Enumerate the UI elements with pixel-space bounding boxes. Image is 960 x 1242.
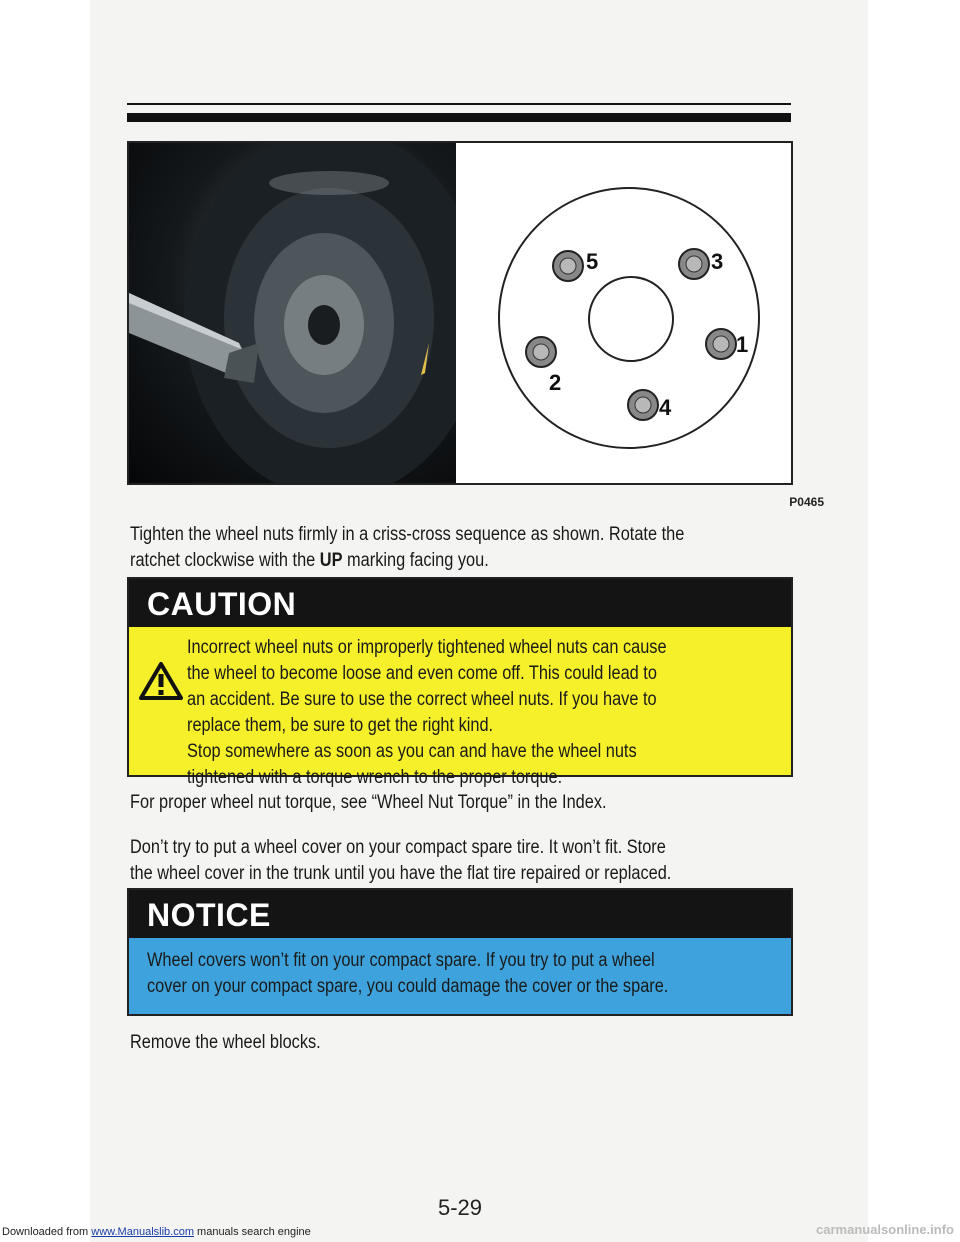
download-suffix: manuals search engine xyxy=(193,1226,311,1238)
caution-header xyxy=(129,579,791,627)
nut-label-3: 3 xyxy=(711,249,724,274)
wheel-nut-figure xyxy=(127,141,793,485)
wheel-cover-line-2: the wheel cover in the trunk until you have the flat tire repaired or replaced. xyxy=(130,863,672,884)
notice-line: cover on your compact spare, you could damage the cover or the spare. xyxy=(147,976,669,997)
tighten-line-2 xyxy=(130,548,792,574)
caution-paragraph-1 xyxy=(187,635,746,739)
download-prefix: Downloaded from xyxy=(2,1226,92,1238)
ratchet-wheel-photo xyxy=(129,143,456,483)
lug-nut-5 xyxy=(553,251,583,281)
download-footer xyxy=(2,1226,311,1238)
remove-blocks: Remove the wheel blocks. xyxy=(130,1032,321,1053)
nut-label-5: 5 xyxy=(586,249,599,274)
notice-paragraph xyxy=(147,948,801,1000)
top-rule xyxy=(127,113,791,122)
caution-line: an accident. Be sure to use the correct wheel nuts. If you have to xyxy=(187,689,657,710)
lug-nut-4 xyxy=(628,390,658,420)
notice-line: Wheel covers won’t fit on your compact spare. If you try to put a wheel xyxy=(147,950,655,971)
nut-label-4: 4 xyxy=(659,395,672,420)
nut-label-1: 1 xyxy=(736,332,749,357)
tighten-paragraph xyxy=(130,522,792,574)
caution-line: Stop somewhere as soon as you can and have the wheel nuts xyxy=(187,741,637,762)
photo-illustration xyxy=(129,143,456,483)
wheel-cover-line-1: Don’t try to put a wheel cover on your compact spare tire. It won’t fit. Store xyxy=(130,837,666,858)
top-rule-thin xyxy=(127,103,791,105)
page-number: 5-29 xyxy=(438,1195,483,1220)
lug-pattern-diagram xyxy=(456,143,791,483)
caution-line: replace them, be sure to get the right kind. xyxy=(187,715,494,736)
tighten-line-2-pre: ratchet clockwise with the xyxy=(130,550,320,571)
torque-reference: For proper wheel nut torque, see “Wheel Nut Torque” in the Index. xyxy=(130,792,607,813)
tighten-line-1: Tighten the wheel nuts firmly in a criss-cross sequence as shown. Rotate the xyxy=(130,524,685,545)
lug-nut-3 xyxy=(679,249,709,279)
warning-triangle-icon xyxy=(139,661,183,701)
up-marking: UP xyxy=(319,550,343,571)
tighten-line-2-post: marking facing you. xyxy=(342,550,489,571)
figure-code: P0465 xyxy=(789,495,824,509)
nut-label-2: 2 xyxy=(549,370,562,395)
nut-sequence-diagram xyxy=(456,143,791,483)
watermark: carmanualsonline.info xyxy=(816,1222,954,1237)
caution-title: CAUTION xyxy=(147,586,297,622)
caution-line: Incorrect wheel nuts or improperly tightened wheel nuts can cause xyxy=(187,637,667,658)
caution-paragraph-2 xyxy=(187,739,746,791)
caution-line: tightened with a torque wrench to the proper torque. xyxy=(187,767,563,788)
notice-header xyxy=(129,890,791,938)
notice-title: NOTICE xyxy=(147,897,271,933)
lug-nut-1 xyxy=(706,329,736,359)
notice-box xyxy=(127,888,793,1016)
caution-line: the wheel to become loose and even come off. This could lead to xyxy=(187,663,657,684)
lug-nut-2 xyxy=(526,337,556,367)
caution-box xyxy=(127,577,793,788)
manualslib-link[interactable]: www.Manualslib.com xyxy=(91,1226,194,1238)
wheel-cover-paragraph xyxy=(130,835,792,887)
